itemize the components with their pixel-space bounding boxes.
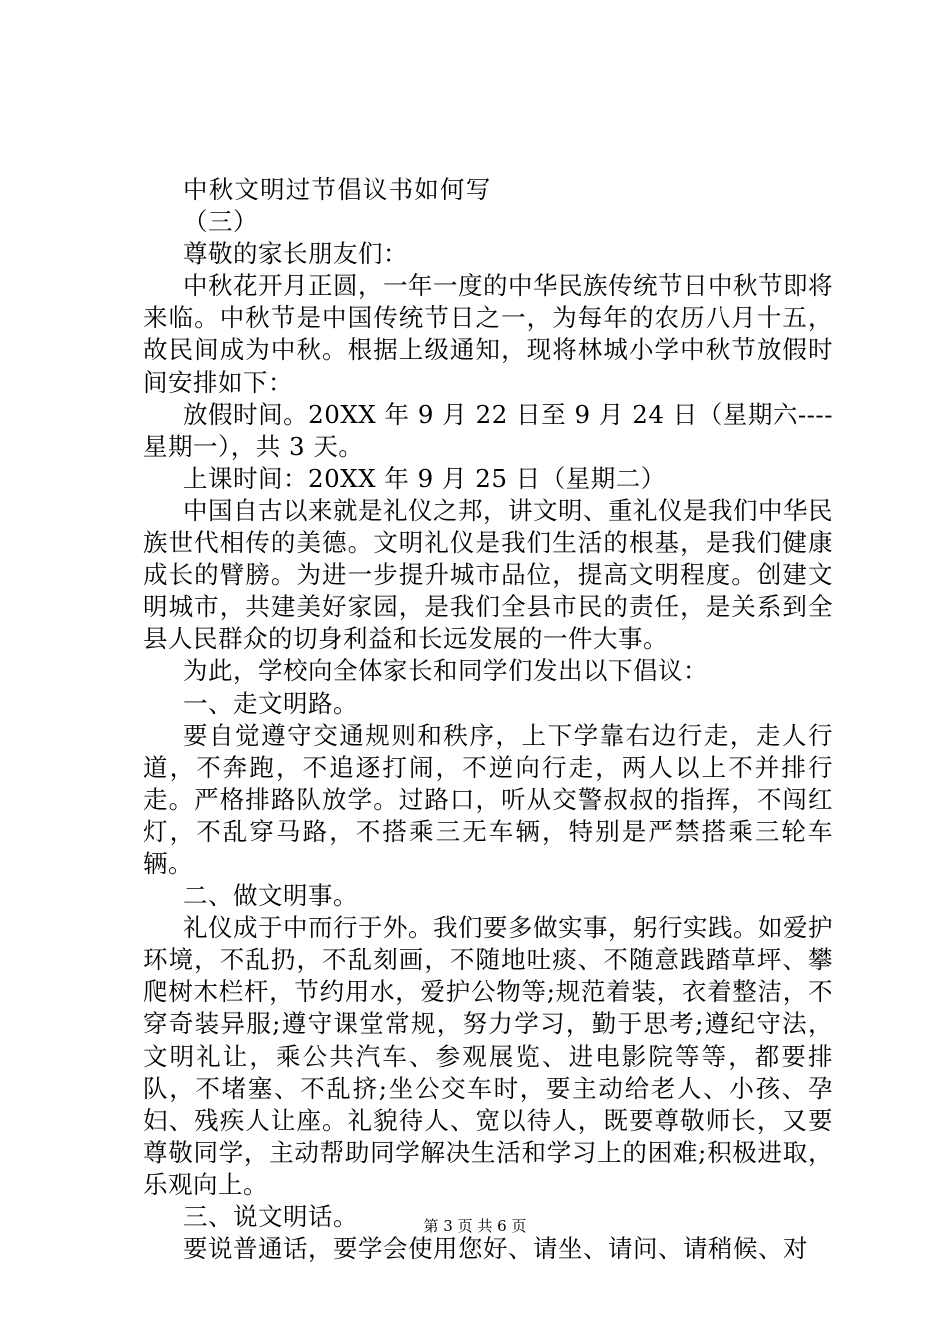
paragraph-deeds: 礼仪成于中而行于外。我们要多做实事，躬行实践。如爱护环境，不乱扔，不乱刻画，不随地吐痰、不随意践踏草坪、攀爬树木栏杆，节约用水，爱护公物等;规范着装，衣着整洁，不穿奇装异服;遵守课堂常规，努力学习，勤于思考;遵纪守法，文明礼让，乘公共汽车、参观展览、进电影院等等，都要排队，不堵塞、不乱挤;坐公交车时，要主动给老人、小孩、孕妇、残疾人让座。礼貌待人、宽以待人，既要尊敬师长，又要尊敬同学，主动帮助同学解决生活和学习上的困难;积极进取，乐观向上。 bbox=[143, 913, 833, 1199]
heading-speech: 三、说文明话。 bbox=[183, 1202, 358, 1231]
document-title: 中秋文明过节倡议书如何写 bbox=[183, 175, 492, 204]
paragraph-intro: 中秋花开月正圆，一年一度的中华民族传统节日中秋节即将来临。中秋节是中国传统节日之一，为每年的农历八月十五，故民间成为中秋。根据上级通知，现将林城小学中秋节放假时间安排如下： bbox=[143, 271, 833, 397]
heading-walk: 一、走文明路。 bbox=[183, 688, 358, 718]
paragraph-walk: 要自觉遵守交通规则和秩序，上下学靠右边行走，走人行道，不奔跑，不追逐打闹，不逆向行走，两人以上不并排行走。严格排路队放学。过路口，听从交警叔叔的指挥，不闯红灯，不乱穿马路，不搭乘三无车辆，特别是严禁搭乘三轮车辆。 bbox=[143, 720, 833, 878]
salutation: 尊敬的家长朋友们： bbox=[183, 239, 408, 269]
paragraph-holiday-time: 放假时间。20XX 年 9 月 22 日至 9 月 24 日（星期六----星期一），共 3 天。 bbox=[143, 399, 833, 461]
paragraph-class-time: 上课时间：20XX 年 9 月 25 日（星期二） bbox=[183, 463, 666, 493]
paragraph-proposal-intro: 为此，学校向全体家长和同学们发出以下倡议： bbox=[183, 656, 708, 686]
paragraph-speech: 要说普通话，要学会使用您好、请坐、请问、请稍候、对 bbox=[183, 1234, 808, 1264]
heading-deeds: 二、做文明事。 bbox=[183, 881, 358, 911]
document-body bbox=[143, 174, 833, 1265]
section-number: （三） bbox=[183, 207, 258, 237]
page-number-footer: 第 3 页 共 6 页 bbox=[423, 1217, 527, 1235]
paragraph-etiquette: 中国自古以来就是礼仪之邦，讲文明、重礼仪是我们中华民族世代相传的美德。文明礼仪是我们生活的根基，是我们健康成长的臂膀。为进一步提升城市品位，提高文明程度。创建文明城市，共建美好家园，是我们全县市民的责任，是关系到全县人民群众的切身利益和长远发展的一件大事。 bbox=[143, 495, 833, 654]
